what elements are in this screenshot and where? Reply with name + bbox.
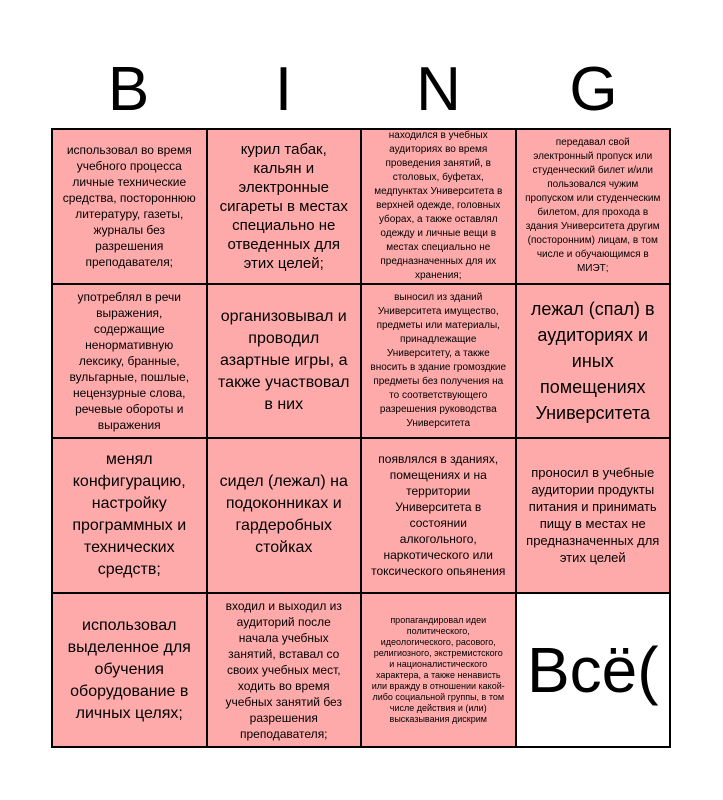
bingo-cell-r1-c3[interactable] [362,130,517,285]
bingo-cell-r4-c1[interactable] [53,594,208,749]
bingo-cell-r3-c1[interactable] [53,439,208,594]
cell-text: использовал выделенное для обучения оборудование в личных целях; [67,616,191,722]
bingo-cell-r1-c1[interactable] [53,130,208,285]
bingo-cell-r3-c4[interactable] [517,439,672,594]
cell-text: курил табак, кальян и электронные сигареты в местах специально не отведенных для этих целей; [219,140,348,272]
bingo-cell-r2-c3[interactable] [362,285,517,440]
cell-text: употреблял в речи выражения, содержащие ненормативную лексику, бранные, вульгарные, пошлые, нецензурные слова, речевые обороты и выражения [69,289,190,432]
bingo-cell-r2-c2[interactable] [208,285,363,440]
cell-text: проносил в учебные аудитории продукты питания и принимать пищу в местах не предназначенных для этих целей [526,465,660,566]
header-letter-b: B [107,55,150,124]
header-letter-i: I [274,55,293,124]
bingo-cell-r3-c2[interactable] [208,439,363,594]
cell-text: находился в учебных аудиториях во время проведения занятий, в столовых, буфетах, медпунктах Университета в верхней одежде, головных уборах, а также оставлял одежду и личные вещи в местах специально не предназначенных для их хранения; [374,130,503,282]
cell-text: появлялся в зданиях, помещениях и на территории Университета в состоянии алкогольного, наркотического или токсического опьянения [371,452,506,579]
bingo-cell-r3-c3[interactable] [362,439,517,594]
bingo-cell-r1-c2[interactable] [208,130,363,285]
bingo-cell-r2-c1[interactable] [53,285,208,440]
bingo-cell-r4-c3[interactable] [362,594,517,749]
cell-text: использовал во время учебного процесса личные технические средства, постороннюю литературу, газеты, журналы без разрешения преподавателя; [62,143,196,270]
cell-text: сидел (лежал) на подоконниках и гардеробных стойках [219,473,348,557]
cell-text: передавал свой электронный пропуск или студенческий билет и/или пользовался чужим пропуском или студенческим билетом, для прохода в здания Университета другим (посторонним) лицам, в том числе и обучающимся в МИЭТ; [525,137,661,275]
bingo-header [51,55,671,125]
cell-text: входил и выходил из аудиторий после начала учебных занятий, вставал со своих учебных мест, ходить во время учебных занятий без разрешения преподавателя; [225,598,342,741]
bingo-grid [51,128,671,748]
header-letter-g: G [569,55,618,124]
header-letter-n: N [416,55,461,124]
cell-text: лежал (спал) в аудиториях и иных помещениях Университета [530,298,655,423]
cell-text: менял конфигурацию, настройку программных и технических средств; [72,451,187,579]
cell-text: пропагандировал идеи политического, идеологического, расового, религиозного, экстремистского и националистического характера, а также ненависть или вражду в отношении какой-либо социальной группы, в том числе действия и (или) высказывания дискрим [371,614,505,724]
bingo-cell-free[interactable] [517,594,672,749]
bingo-cell-r2-c4[interactable] [517,285,672,440]
cell-text: организовывал и проводил азартные игры, а также участвовал в них [218,307,350,413]
cell-text: выносил из зданий Университета имущество, предметы или материалы, принадлежащие Университету, а также вносить в здание громоздкие предметы без получения на то соответствующего разрешения руководства Университета [370,291,507,429]
free-cell-text: Всё( [526,633,659,706]
bingo-cell-r1-c4[interactable] [517,130,672,285]
bingo-cell-r4-c2[interactable] [208,594,363,749]
